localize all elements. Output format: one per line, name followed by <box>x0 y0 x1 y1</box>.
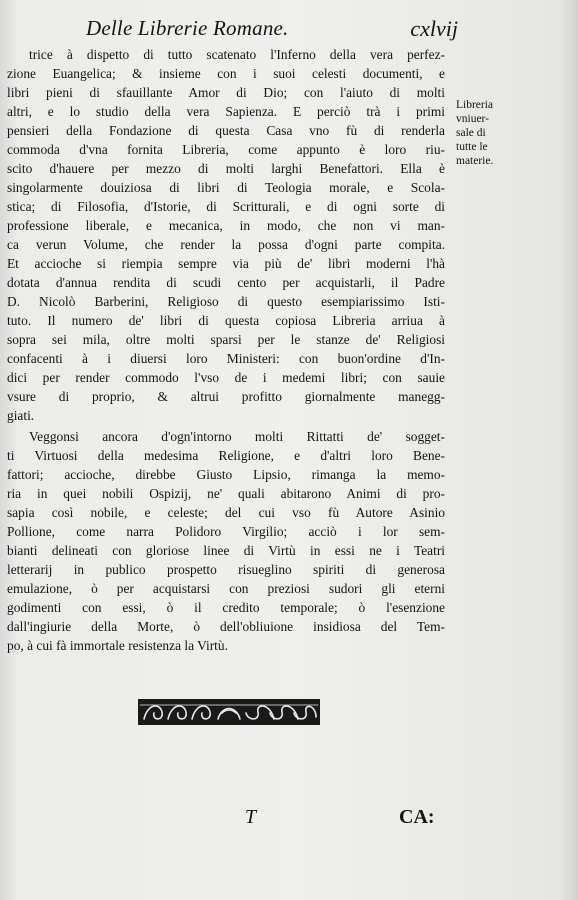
marginal-note-line: Libreria <box>456 99 494 111</box>
ornament-band <box>138 697 320 727</box>
marginal-note <box>456 98 518 168</box>
marginal-note-line: vniuer- <box>456 113 489 125</box>
text-line: commoda d'vna fornita Libreria, come appunto è loro riu- <box>7 142 445 157</box>
text-line: trice à dispetto di tutto scatenato l'Inferno della vera perfez- <box>29 47 445 62</box>
text-line: ti Virtuosi della medesima Religione, e d'altri loro Bene- <box>7 448 445 463</box>
text-line: stica; di Filosofia, d'Istorie, di Scritturali, e di ogni sorte di <box>7 199 445 214</box>
text-line: ca verun Volume, che render la possa d'ogni parte compita. <box>7 237 445 252</box>
text-line: giati. <box>7 408 35 423</box>
text-line: professione liberale, e mecanica, in modo, che non vi man- <box>7 218 445 233</box>
body-text <box>7 45 445 655</box>
text-line: Pollione, come narra Polidoro Virgilio; acciò i lor sem- <box>7 524 445 539</box>
paragraph <box>7 45 445 425</box>
text-line: sopra sei mila, oltre molti sparsi per le stanze de' Religiosi <box>7 332 445 347</box>
text-line: po, à cui fà immortale resistenza la Virtù. <box>7 638 228 653</box>
text-line: scito d'hauere per mezzo di molti larghi Benefattori. Ella è <box>7 161 445 176</box>
text-line: Veggonsi ancora d'ogn'intorno molti Rittatti de' sogget- <box>29 429 445 444</box>
text-line: altri, e lo studio della vera Sapienza. E perciò trà i primi <box>7 104 445 119</box>
text-line: dici per render commodo l'vso de i medemi libri; con sauie <box>7 370 445 385</box>
text-line: confacenti à i diuersi loro Ministeri: con buon'ordine d'In- <box>7 351 445 366</box>
text-line: ria in quei nobili Ospizij, ne' quali abitarono Animi di pro- <box>7 486 445 501</box>
running-head: Delle Librerie Romane. <box>86 16 289 40</box>
text-line: dotata d'annua rendita di scudi cento per acquistarli, il Padre <box>7 275 445 290</box>
text-line: letterarij in publico prospetto risueglino spiriti di generosa <box>7 562 445 577</box>
marginal-note-line: sale di <box>456 127 486 139</box>
text-line: dall'ingiurie della Morte, ò dell'obliuione insidiosa del Tem- <box>7 619 445 634</box>
text-line: bianti delineati con gloriose linee di Virtù in essi ne i Teatri <box>7 543 445 558</box>
folio-number: cxlvij <box>410 16 458 41</box>
text-line: zione Euangelica; & insieme con i suoi celesti documenti, e <box>7 66 445 81</box>
text-line: vsure di proprio, & altrui profitto giornalmente manegg- <box>7 389 445 404</box>
signature-mark: T <box>245 806 257 828</box>
text-line: sapia così nobile, e celeste; del cui vso fù Autore Asinio <box>7 505 445 520</box>
text-line: tuto. Il numero de' libri di questa copiosa Libreria arriua à <box>7 313 445 328</box>
text-line: D. Nicolò Barberini, Religioso di questo esempiarissimo Isti- <box>7 294 445 309</box>
catchword: CA: <box>399 806 435 828</box>
text-line: emulazione, ò per acquistarsi con preziosi sudori gli eterni <box>7 581 445 596</box>
paragraph <box>7 427 445 655</box>
text-line: godimenti con essi, ò il credito temporale; ò l'esenzione <box>7 600 445 615</box>
text-line: fattori; accioche, direbbe Giusto Lipsio, rimanga la memo- <box>7 467 445 482</box>
text-line: libri pieni di sfauillante Amor di Dio; con l'aiuto di molti <box>7 85 445 100</box>
text-line: singolarmente douiziosa di libri di Teologia morale, e Scola- <box>7 180 445 195</box>
marginal-note-line: tutte le <box>456 141 488 153</box>
text-line: Et accioche si riempia sempre via più de' libri moderni l'hà <box>7 256 445 271</box>
text-line: pensieri della Fondazione di questa Casa vno fù di renderla <box>7 123 445 138</box>
page-header <box>86 14 458 44</box>
marginal-note-line: materie. <box>456 155 494 167</box>
